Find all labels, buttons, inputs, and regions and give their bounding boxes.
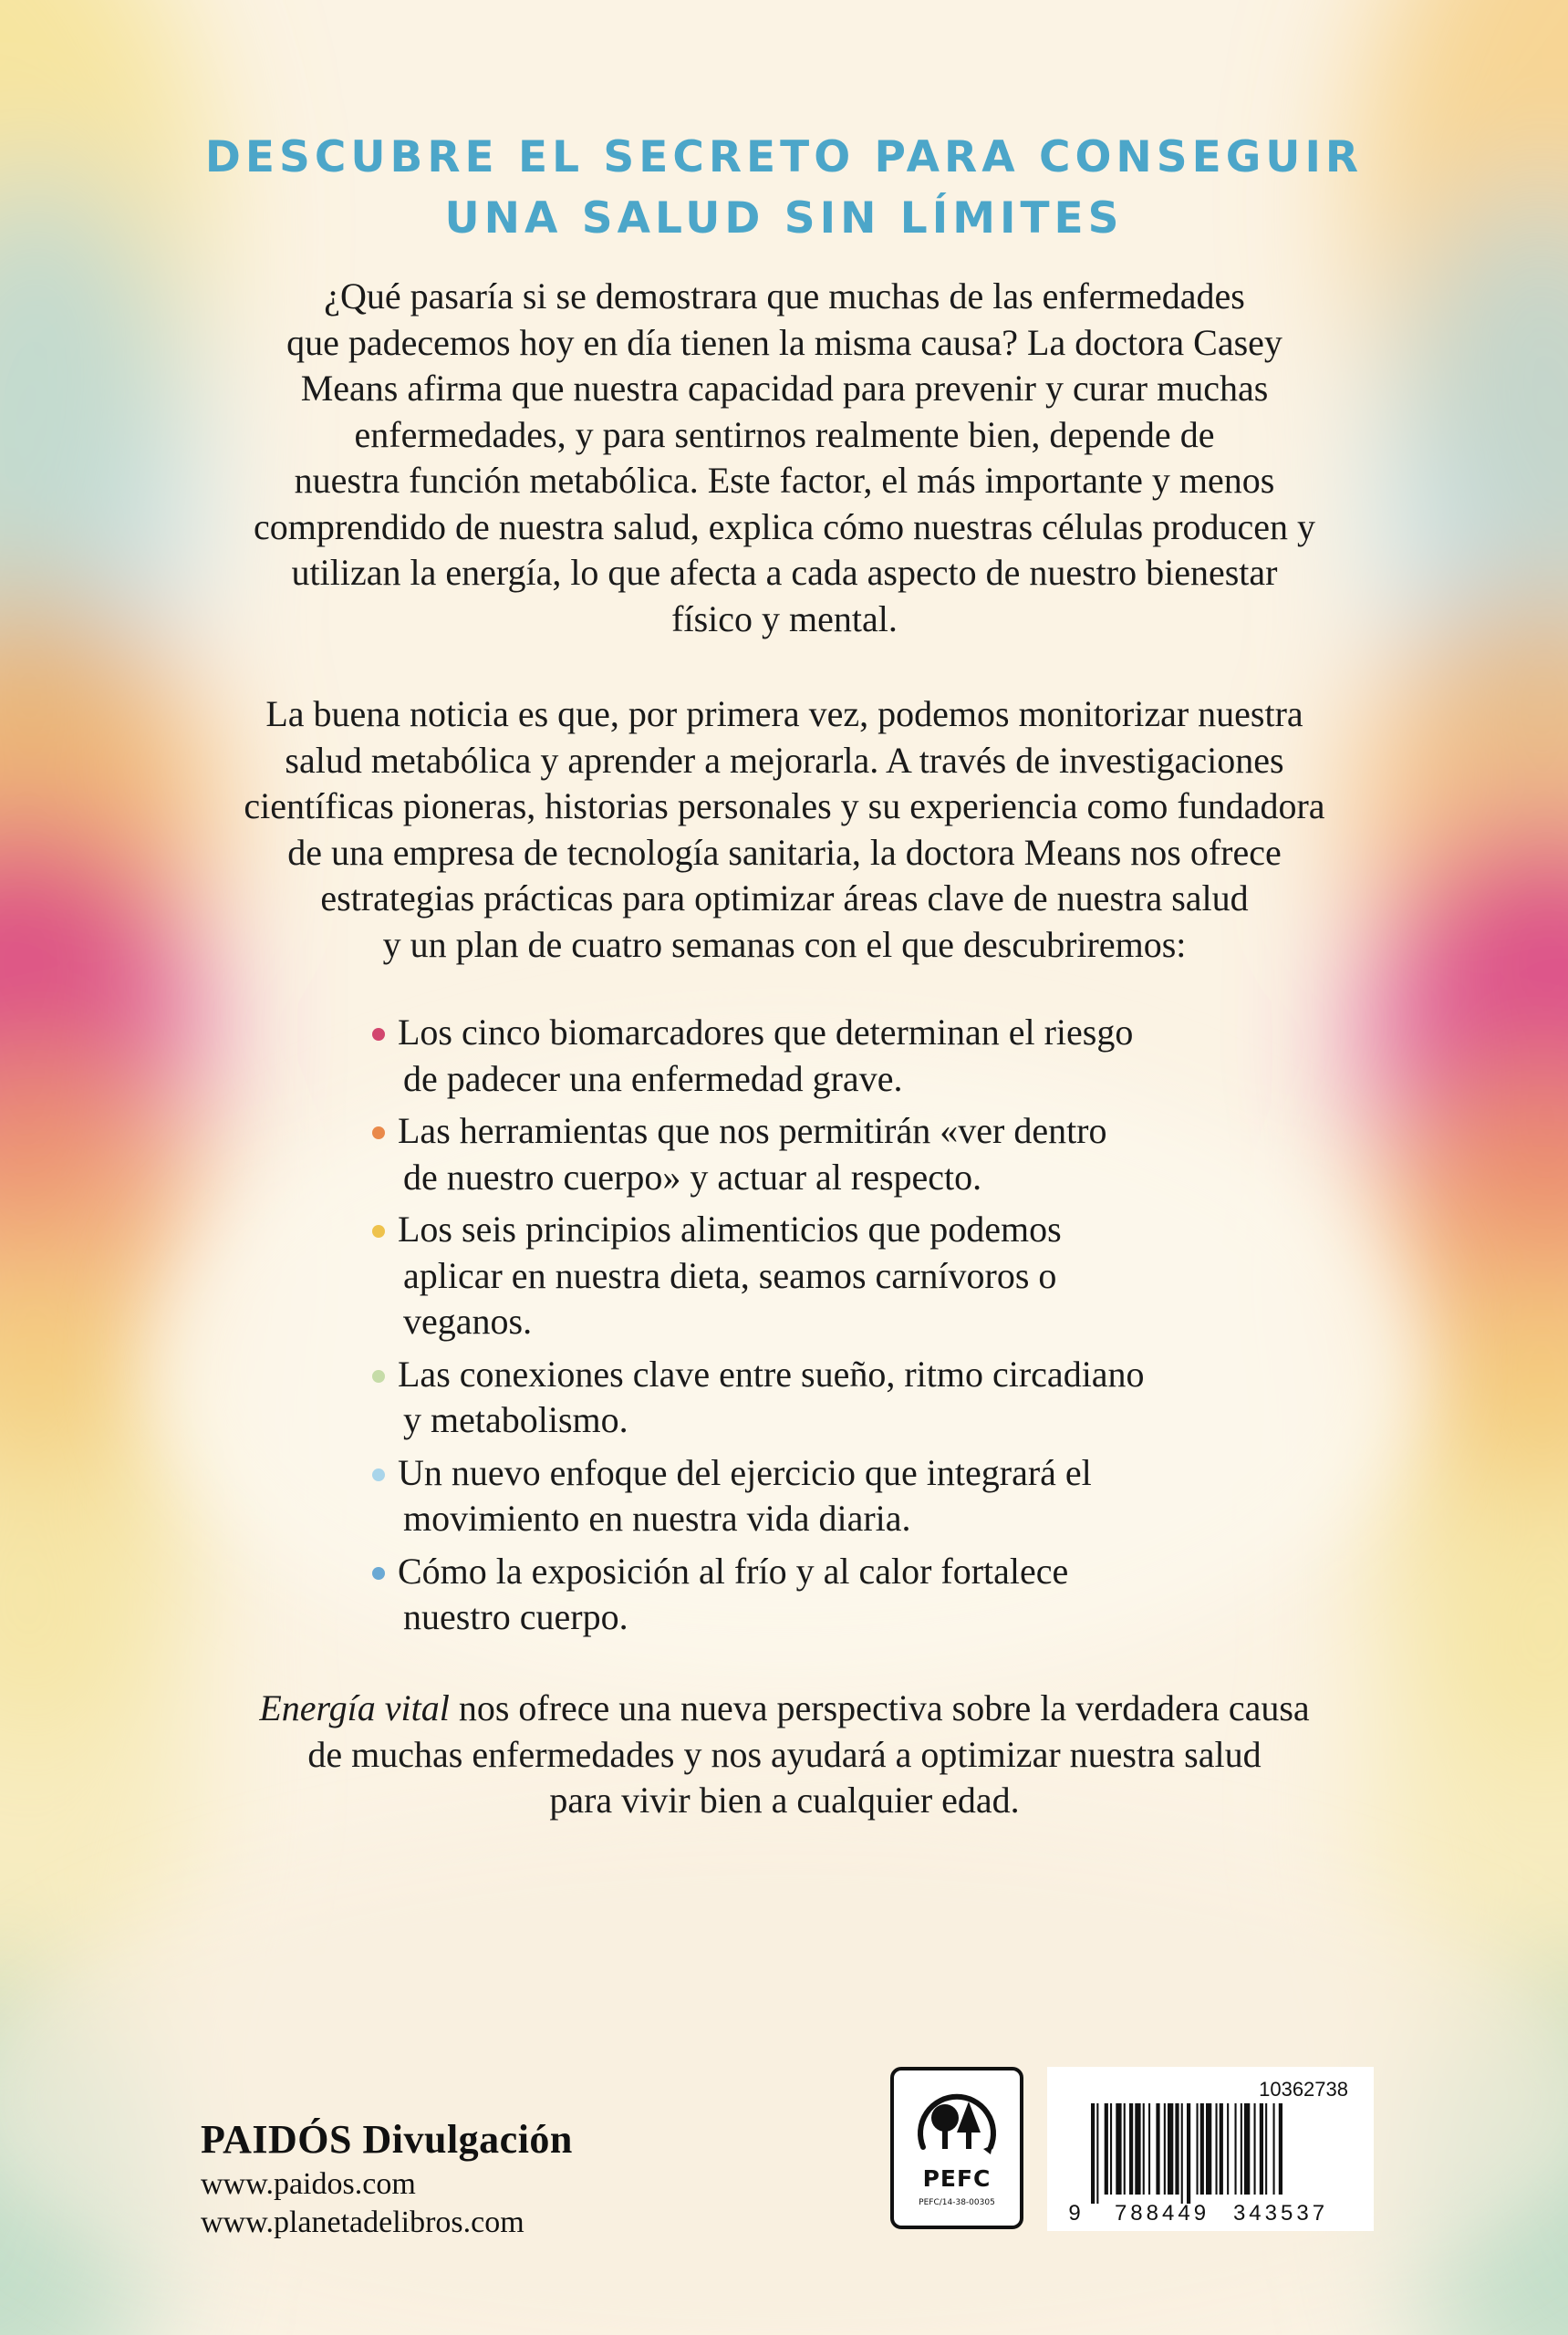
bullet-item xyxy=(365,1549,1277,1641)
bullet-line: movimiento en nuestra vida diaria. xyxy=(403,1498,911,1539)
bullet-dot-icon xyxy=(372,1028,385,1041)
bullet-list xyxy=(365,1010,1277,1647)
barcode-bar xyxy=(1096,2103,1098,2204)
barcode-digit-lead: 9 xyxy=(1068,2201,1081,2226)
intro-paragraph xyxy=(146,274,1423,642)
bullet-line: de nuestro cuerpo» y actuar al respecto. xyxy=(403,1156,982,1198)
plan-line: de una empresa de tecnología sanitaria, la doctora Means nos ofrece xyxy=(287,831,1282,873)
pefc-certification-badge xyxy=(890,2067,1023,2229)
barcode-digits-right: 343537 xyxy=(1232,2201,1329,2226)
barcode-bar xyxy=(1235,2103,1237,2195)
barcode-bar xyxy=(1200,2103,1204,2195)
plan-paragraph xyxy=(146,691,1423,968)
bullet-line: aplicar en nuestra dieta, seamos carnívoros o xyxy=(403,1254,1057,1296)
intro-line: físico y mental. xyxy=(671,597,898,639)
closing-line: de muchas enfermedades y nos ayudará a optimizar nuestra salud xyxy=(307,1733,1262,1775)
bullet-line: y metabolismo. xyxy=(403,1399,628,1440)
intro-line: enfermedades, y para sentirnos realmente bien, depende de xyxy=(354,413,1215,455)
closing-paragraph xyxy=(146,1686,1423,1824)
barcode-bar xyxy=(1124,2103,1126,2195)
headline-line-1: DESCUBRE EL SECRETO PARA CONSEGUIR xyxy=(204,132,1364,182)
plan-line: y un plan de cuatro semanas con el que descubriremos: xyxy=(382,923,1187,965)
bullet-item xyxy=(365,1108,1277,1200)
bullet-line: veganos. xyxy=(403,1301,533,1342)
plan-line: La buena noticia es que, por primera vez, podemos monitorizar nuestra xyxy=(265,693,1303,734)
pefc-tree-icon xyxy=(910,2083,1003,2162)
plan-line: estrategias prácticas para optimizar áreas clave de nuestra salud xyxy=(320,877,1249,918)
barcode-bar xyxy=(1260,2103,1263,2195)
barcode-bar xyxy=(1227,2103,1229,2195)
barcode-bar xyxy=(1175,2103,1179,2195)
bullet-line: Cómo la exposición al frío y al calor fortalece xyxy=(398,1550,1069,1592)
barcode-bar xyxy=(1206,2103,1211,2195)
publisher-url: www.planetadelibros.com xyxy=(201,2205,524,2239)
bullet-line: Los cinco biomarcadores que determinan el riesgo xyxy=(398,1012,1134,1053)
intro-line: nuestra función metabólica. Este factor, el más importante y menos xyxy=(294,460,1275,501)
barcode-bar xyxy=(1273,2103,1275,2195)
bullet-item xyxy=(365,1010,1277,1102)
barcode-bar xyxy=(1220,2103,1223,2195)
publisher-name: PAIDÓS Divulgación xyxy=(201,2117,573,2162)
publisher-url: www.paidos.com xyxy=(201,2167,416,2201)
bullet-item xyxy=(365,1352,1277,1444)
barcode-bar xyxy=(1241,2103,1242,2195)
closing-line: para vivir bien a cualquier edad. xyxy=(549,1780,1020,1821)
bullet-line: nuestro cuerpo. xyxy=(403,1596,628,1637)
isbn-barcode xyxy=(1047,2067,1374,2231)
bullet-dot-icon xyxy=(372,1567,385,1580)
bullet-line: Los seis principios alimenticios que podemos xyxy=(398,1209,1062,1250)
book-title: Energía vital xyxy=(259,1687,450,1728)
intro-line: que padecemos hoy en día tienen la misma causa? La doctora Casey xyxy=(286,321,1282,363)
barcode-bar xyxy=(1129,2103,1133,2195)
barcode-bar xyxy=(1216,2103,1218,2195)
barcode-bar xyxy=(1181,2103,1183,2204)
bullet-dot-icon xyxy=(372,1225,385,1238)
bullet-dot-icon xyxy=(372,1370,385,1383)
pefc-label: PEFC xyxy=(922,2165,992,2192)
barcode-bar xyxy=(1143,2103,1145,2195)
barcode-bar xyxy=(1244,2103,1250,2195)
barcode-bar xyxy=(1105,2103,1108,2195)
bullet-line: Las herramientas que nos permitirán «ver dentro xyxy=(398,1110,1107,1151)
barcode-bar xyxy=(1168,2103,1173,2195)
bullet-line: de padecer una enfermedad grave. xyxy=(403,1057,903,1099)
barcode-bar xyxy=(1254,2103,1256,2195)
barcode-bar xyxy=(1187,2103,1190,2204)
barcode-bar xyxy=(1091,2103,1095,2204)
headline-line-2: UNA SALUD SIN LÍMITES xyxy=(444,193,1124,244)
bullet-item xyxy=(365,1207,1277,1345)
barcode-bar xyxy=(1279,2103,1282,2195)
barcode-reference: 10362738 xyxy=(1259,2078,1348,2101)
bullet-item xyxy=(365,1450,1277,1542)
intro-line: utilizan la energía, lo que afecta a cada aspecto de nuestro bienestar xyxy=(291,552,1278,593)
plan-line: salud metabólica y aprender a mejorarla. A través de investigaciones xyxy=(285,739,1284,781)
barcode-bar xyxy=(1265,2103,1267,2195)
closing-line xyxy=(146,1686,1423,1732)
barcode-icon xyxy=(1047,2067,1374,2231)
barcode-bar xyxy=(1156,2103,1159,2195)
barcode-bar xyxy=(1135,2103,1140,2195)
bullet-dot-icon xyxy=(372,1468,385,1481)
barcode-digits-left: 788449 xyxy=(1114,2201,1210,2226)
plan-line: científicas pioneras, historias personales y su experiencia como fundadora xyxy=(244,785,1325,826)
barcode-bar xyxy=(1164,2103,1166,2195)
intro-line: ¿Qué pasaría si se demostrara que muchas de las enfermedades xyxy=(324,275,1245,317)
intro-line: comprendido de nuestra salud, explica cómo nuestras células producen y xyxy=(253,505,1316,547)
bullet-line: Un nuevo enfoque del ejercicio que integrará el xyxy=(398,1451,1092,1493)
barcode-bar xyxy=(1197,2103,1199,2195)
barcode-bar xyxy=(1148,2103,1150,2195)
bullet-dot-icon xyxy=(372,1126,385,1139)
pefc-code: PEFC/14-38-00305 xyxy=(919,2198,995,2207)
publisher-block xyxy=(201,2114,573,2242)
barcode-bar xyxy=(1110,2103,1112,2195)
intro-line: Means afirma que nuestra capacidad para prevenir y curar muchas xyxy=(300,368,1269,409)
bullet-line: Las conexiones clave entre sueño, ritmo circadiano xyxy=(398,1353,1145,1395)
barcode-bar xyxy=(1116,2103,1121,2195)
closing-line-rest: nos ofrece una nueva perspectiva sobre la verdadera causa xyxy=(449,1687,1310,1728)
